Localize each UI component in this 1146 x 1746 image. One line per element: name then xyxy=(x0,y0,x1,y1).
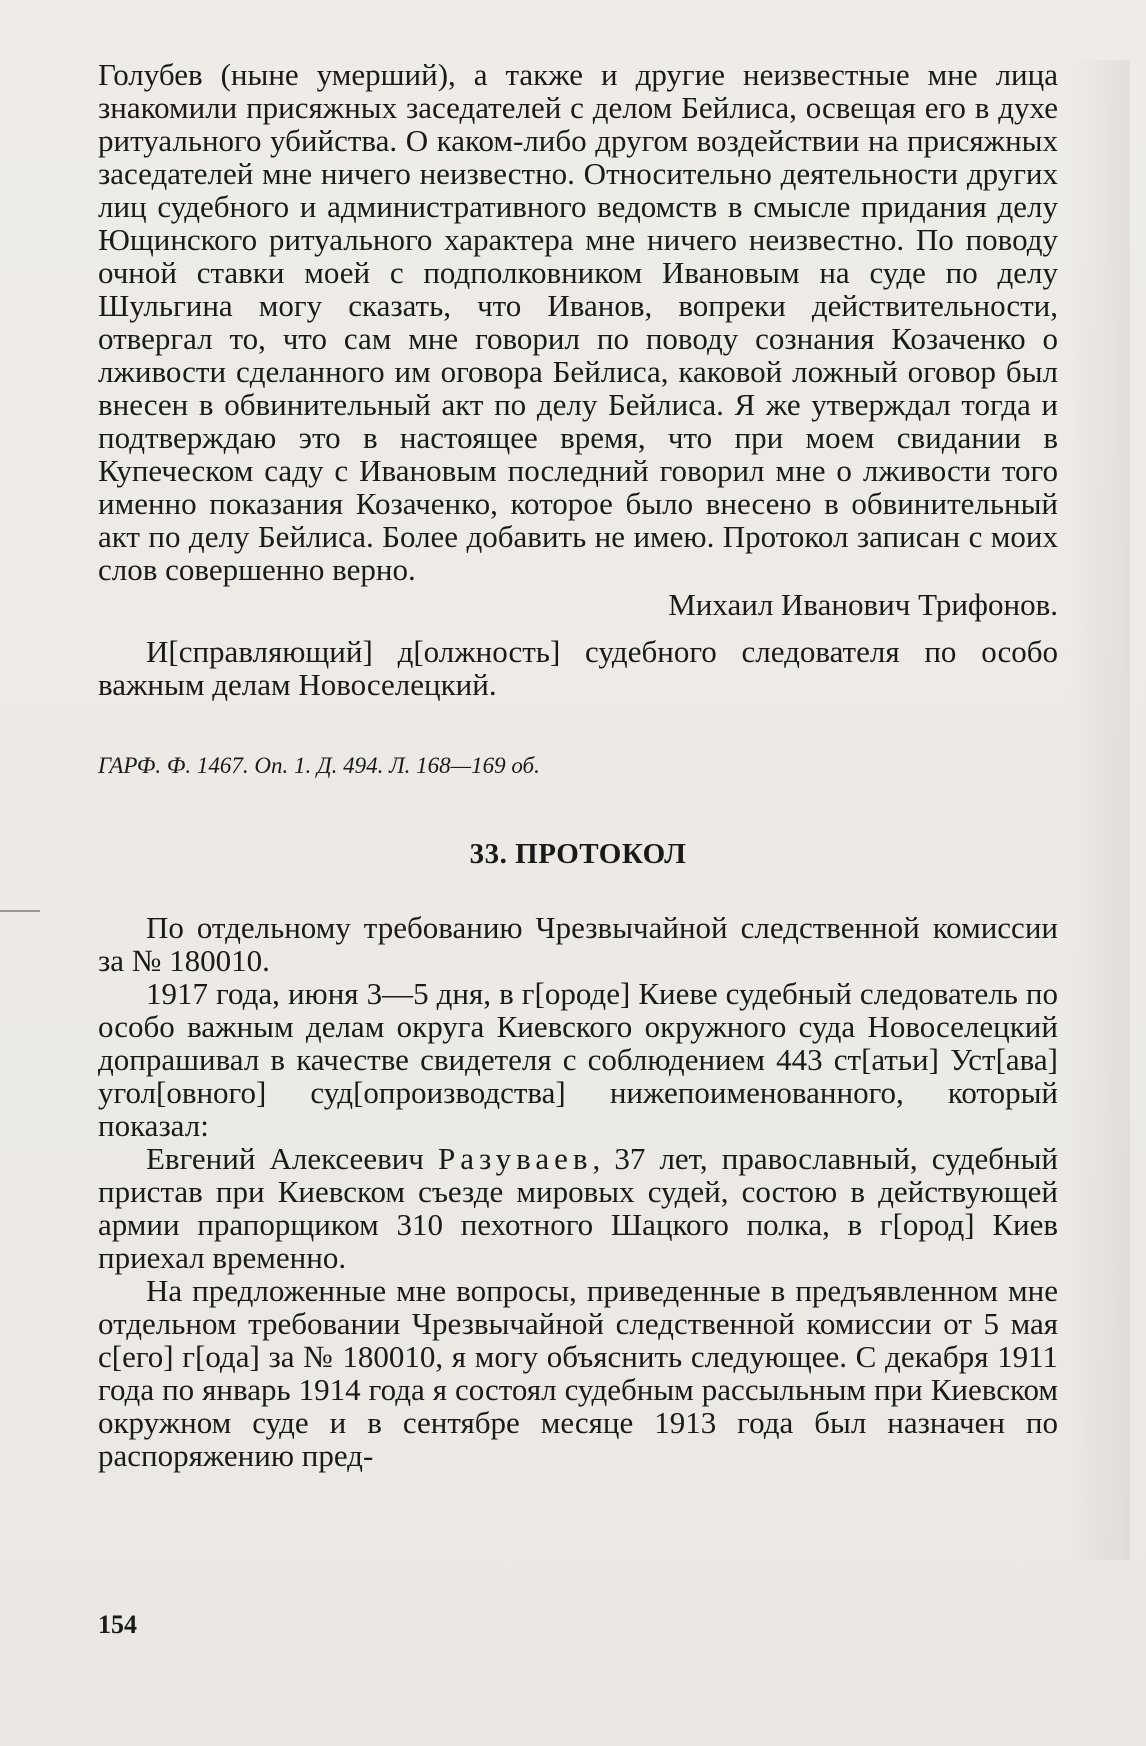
section-heading: 33. ПРОТОКОЛ xyxy=(469,838,687,870)
text-column xyxy=(98,58,1058,1472)
paragraph-witness xyxy=(98,1142,1058,1274)
witness-details: , 37 лет, православный, судебный пристав при Киевском съезде мировых судей, состою в действующей армии прапорщиком 310 пехотного Шацкого полка, в г[ород] Киев приехал временно. xyxy=(98,1141,1059,1275)
paragraph-testimony-end: Голубев (ныне умерший), а также и другие неизвестные мне лица знакомили присяжных заседателей с делом Бейлиса, освещая его в духе ритуального убийства. О каком-либо другом воздействии на присяжных заседателей мне ничего неизвестно. Относительно деятельности других лиц судебного и административного ведомств в смысле придания делу Ющинского ритуального характера мне ничего неизвестно. По поводу очной ставки моей с подполковником Ивановым на суде по делу Шульгина могу сказать, что Иванов, вопреки действительности, отвергал то, что сам мне говорил по поводу сознания Козаченко о лживости сделанного им оговора Бейлиса, каковой ложный оговор был внесен в обвинительный акт по делу Бейлиса. Я же утверждал тогда и подтверждаю это в настоящее время, что при моем свидании в Купеческом саду с Ивановым последний говорил мне о лживости того именно показания Козаченко, которое было внесено в обвинительный акт по делу Бейлиса. Более добавить не имею. Протокол записан с моих слов совершенно верно. xyxy=(98,57,1058,587)
signature-line: Михаил Иванович Трифонов. xyxy=(668,587,1058,622)
paragraph-requirement: По отдельному требованию Чрезвычайной следственной комиссии за № 180010. xyxy=(98,910,1058,978)
scan-edge-mark xyxy=(0,910,40,912)
witness-surname: Разуваев xyxy=(438,1141,593,1176)
page-number: 154 xyxy=(98,1610,137,1639)
bleed-through-shadow xyxy=(1070,60,1130,1560)
witness-name: Евгений Алексеевич xyxy=(146,1141,424,1176)
investigator-position: И[справляющий] д[олжность] судебного следователя по особо важным делам Новоселецкий. xyxy=(98,634,1058,702)
paragraph-answers: На предложенные мне вопросы, приведенные в предъявленном мне отдельном требовании Чрезвычайной следственной комиссии от 5 мая с[его] г[ода] за № 180010, я могу объяснить следующее. С декабря 1911 года по январь 1914 года я состоял судебным рассыльным при Киевском окружном суде и в сентябре месяце 1913 года был назначен по распоряжению пред- xyxy=(98,1273,1058,1473)
archive-reference: ГАРФ. Ф. 1467. Оп. 1. Д. 494. Л. 168—169 об. xyxy=(98,753,540,778)
paragraph-date-intro: 1917 года, июня 3—5 дня, в г[ороде] Киеве судебный следователь по особо важным делам округа Киевского окружного суда Новоселецкий допрашивал в качестве свидетеля с соблюдением 443 ст[атьи] Уст[ава] угол[овного] суд[опроизводства] нижепоименованного, который показал: xyxy=(98,976,1058,1143)
